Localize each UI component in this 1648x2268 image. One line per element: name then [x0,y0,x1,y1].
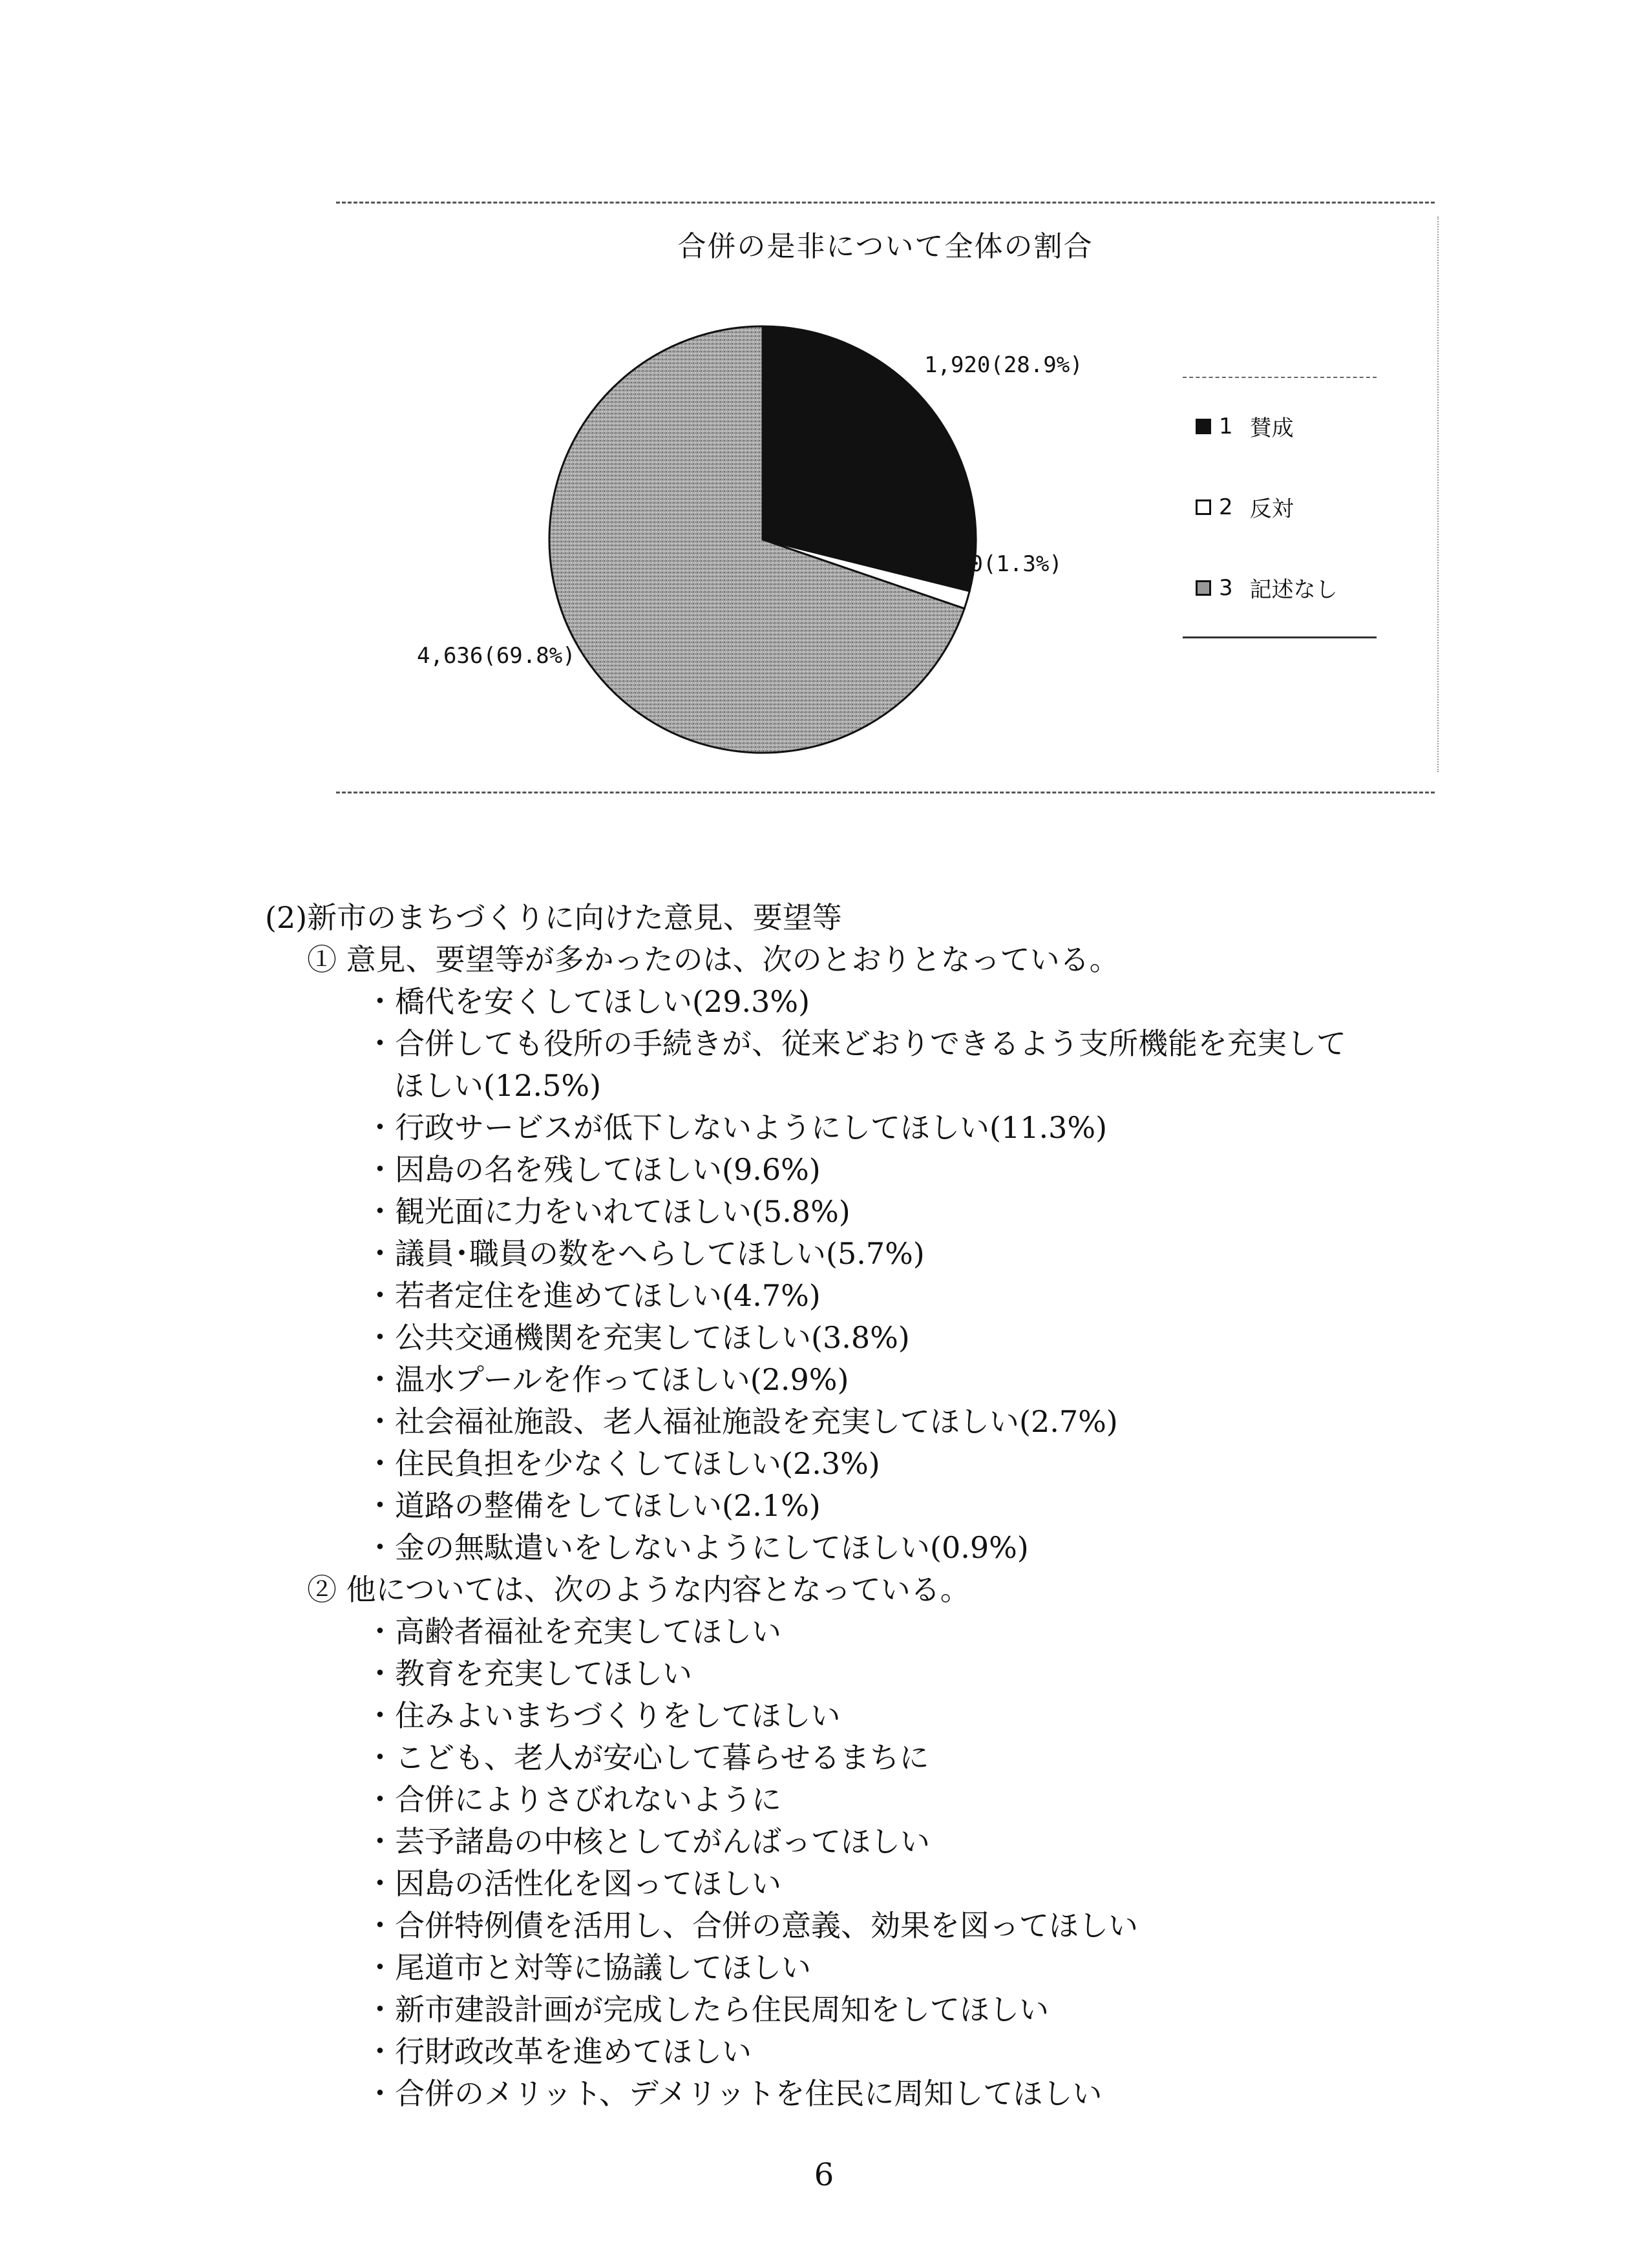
legend-number: 2 [1219,494,1233,520]
list-item: ・合併のメリット、デメリットを住民に周知してほしい [365,2076,1103,2111]
list-item: ・行財政改革を進めてほしい [365,2034,752,2069]
list-item: ・社会福祉施設、老人福祉施設を充実してほしい(2.7%) [365,1404,1118,1439]
list-item: ・こども、老人が安心して暮らせるまちに [365,1740,929,1775]
list-item: ほしい(12.5%) [394,1068,602,1103]
chart-legend [1183,377,1377,638]
slice-label-agree: 1,920(28.9%) [924,352,1083,378]
slice-label-no-answer: 4,636(69.8%) [417,643,576,669]
legend-swatch-gray [1196,580,1211,596]
list-item: ・合併しても役所の手続きが、従来どおりできるよう支所機能を充実して [365,1026,1346,1061]
chart-title: 合併の是非について全体の割合 [677,230,1093,263]
legend-item-oppose [1196,491,1294,523]
list-item: ・新市建設計画が完成したら住民周知をしてほしい [365,1992,1049,2027]
legend-item-no-answer [1196,572,1338,604]
subsection-heading-2: ② 他については、次のような内容となっている。 [307,1572,970,1607]
list-item: ・合併特例債を活用し、合併の意義、効果を図ってほしい [365,1908,1138,1943]
legend-item-agree [1196,410,1294,442]
request-list [265,981,1493,1569]
list-item: ・因島の活性化を図ってほしい [365,1866,781,1901]
list-item: ・住みよいまちづくりをしてほしい [365,1698,841,1733]
list-item: ・行政サービスが低下しないようにしてほしい(11.3%) [365,1110,1108,1145]
list-item: ・金の無駄遣いをしないようにしてほしい(0.9%) [365,1530,1029,1565]
list-item: ・因島の名を残してほしい(9.6%) [365,1152,821,1187]
opinions-section [265,897,1493,2115]
legend-label: 賛成 [1249,415,1294,441]
slice-label-oppose: 90(1.3%) [956,551,1062,577]
list-item: ・温水プールを作ってほしい(2.9%) [365,1362,849,1397]
list-item: ・教育を充実してほしい [365,1656,692,1691]
legend-label: 反対 [1249,496,1294,522]
legend-swatch-black [1196,419,1211,434]
legend-number: 3 [1219,574,1233,601]
list-item: ・公共交通機関を充実してほしい(3.8%) [365,1320,910,1355]
other-opinion-list [265,1611,1493,2115]
page-number: 6 [814,2157,834,2193]
chart-frame-right-edge [1437,216,1439,772]
list-item: ・観光面に力をいれてほしい(5.8%) [365,1194,850,1229]
legend-swatch-white [1196,499,1211,515]
list-item: ・若者定住を進めてほしい(4.7%) [365,1278,821,1313]
list-item: ・高齢者福祉を充実してほしい [365,1614,781,1649]
list-item: ・合併によりさびれないように [365,1782,781,1817]
subsection-heading-1: ① 意見、要望等が多かったのは、次のとおりとなっている。 [307,942,1119,977]
list-item: ・尾道市と対等に協議してほしい [365,1950,811,1985]
list-item: ・道路の整備をしてほしい(2.1%) [365,1488,821,1523]
list-item: ・住民負担を少なくしてほしい(2.3%) [365,1446,880,1481]
legend-number: 1 [1219,413,1233,439]
pie-chart-frame [336,202,1435,793]
list-item: ・議員･職員の数をへらしてほしい(5.7%) [365,1236,925,1271]
section-heading: (2)新市のまちづくりに向けた意見、要望等 [265,900,842,935]
list-item: ・橋代を安くしてほしい(29.3%) [365,984,810,1019]
list-item: ・芸予諸島の中核としてがんばってほしい [365,1824,930,1859]
legend-label: 記述なし [1249,577,1338,603]
